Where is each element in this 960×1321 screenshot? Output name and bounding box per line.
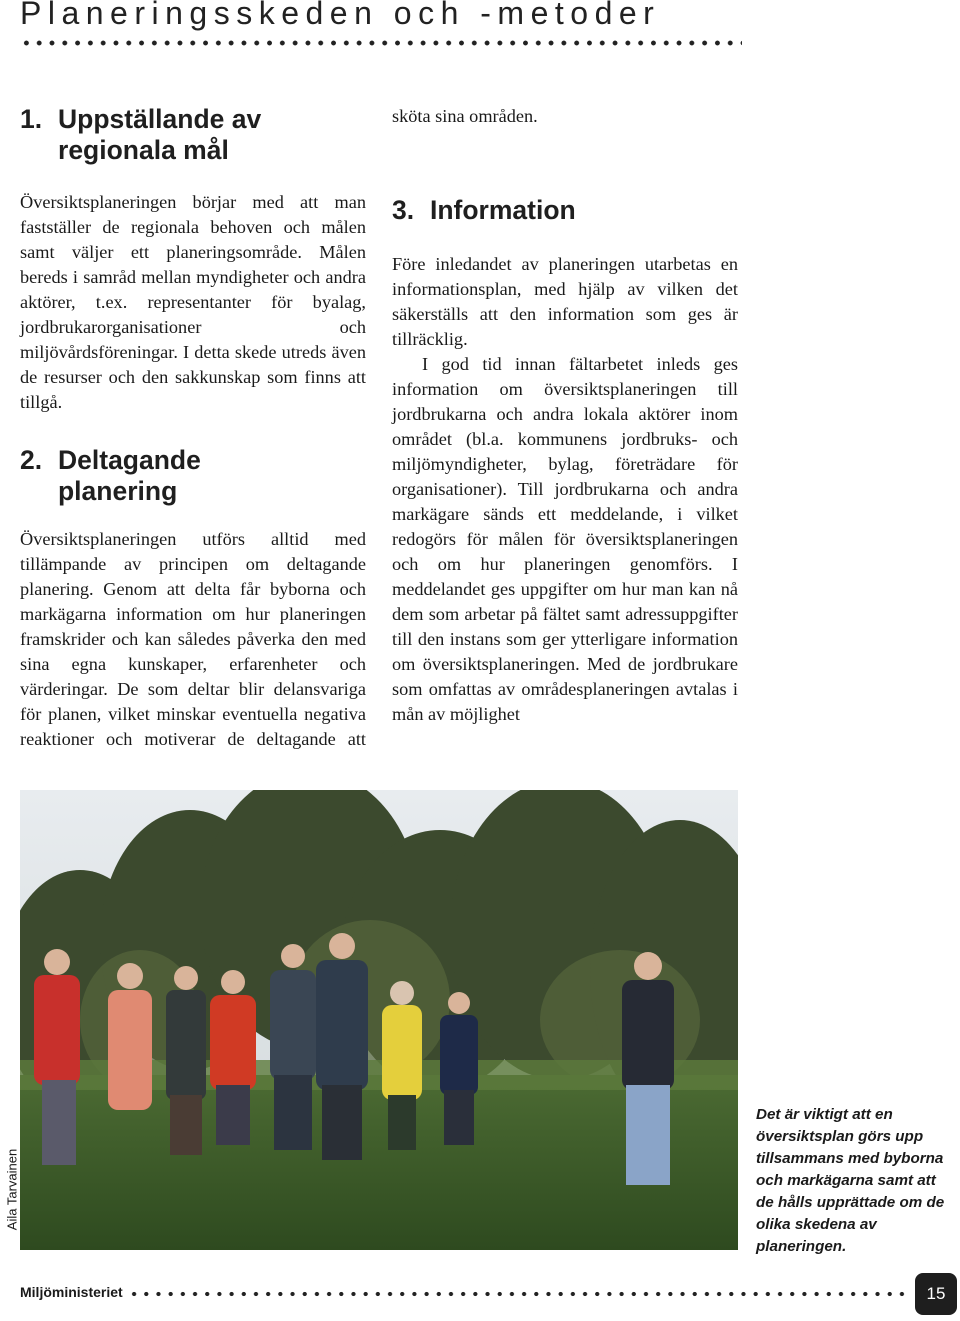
section-3-paragraph-2: I god tid innan fältarbetet inleds ges information om översiktsplaneringen till jordbrukarna och andra lokala aktörer inom området (bl.a. kommunens jordbruks- och miljömyndigheter, bylag, företrädare för organisationer). Till jordbrukarna och andra markägare sänds ett meddelande, i vilket redogörs för målen för översiktsplaneringen och om hur planeringen genomförs. I meddelandet ges uppgifter om hur man kan nå dem som arbetar på fältet samt adressuppgifter till den instans som ger ytterligare information om översiktsplaneringen. Med de jordbrukare som omfattas av områdesplaneringen avtalas i mån av möjlighet xyxy=(392,354,738,724)
left-column xyxy=(20,190,366,415)
footer-publisher: Miljöministeriet xyxy=(20,1284,123,1300)
section-2-paragraph: Översiktsplaneringen utförs alltid med tillämpande av principen om deltagande planering. Genom att delta får byborna och markägarna information om hur planeringen framskrider och kan således påverka den med sina egna kunskaper, erfarenheter och värderingar. De som deltar blir delansvariga för planen, vilket minskar eventuella negativa reaktioner och motiverar de deltagande att xyxy=(20,529,366,749)
section-1-title-line2: regionala mål xyxy=(58,135,229,165)
section-3-heading xyxy=(392,195,576,226)
section-3-number: 3. xyxy=(392,195,415,225)
section-2-number: 2. xyxy=(20,445,43,475)
section-2-text-part1 xyxy=(20,527,366,752)
section-1-paragraph: Översiktsplaneringen börjar med att man fastställer de regionala behoven och målen samt väljer ett planeringsområde. Målen bereds i samråd mellan myndigheter och andra aktörer, t.ex. representanter för byalag, jordbrukarorganisationer och miljövårdsföreningar. I detta skede utreds även de resurser och den sakkunskap som finns att tillgå. xyxy=(20,192,366,412)
photo-caption: Det är viktigt att en översiktsplan görs upp tillsammans med byborna och markägarna samt att de hålls upprättade om de olika skedena av planeringen. xyxy=(756,1106,945,1255)
section-2-title-line1: Deltagande xyxy=(58,445,201,475)
section-2-title-line2: planering xyxy=(58,476,178,506)
page-title: Planeringsskeden och -metoder xyxy=(20,0,661,31)
section-3-paragraph-1: Före inledandet av planeringen utarbetas en informationsplan, med hjälp av vilken det säkerställs att den information som ges är tillräcklig. xyxy=(392,254,738,349)
section-2-heading xyxy=(20,445,201,507)
photo-illustration xyxy=(20,790,738,1250)
section-2-text-part2 xyxy=(392,104,738,154)
section-1-number: 1. xyxy=(20,104,43,134)
section-3-text xyxy=(392,252,738,727)
section-1-title-line1: Uppställande av xyxy=(58,104,262,134)
photo-credit: Aila Tarvainen xyxy=(4,1148,20,1231)
page-number-badge: 15 xyxy=(915,1273,957,1315)
section-2-paragraph-continued: sköta sina områden. xyxy=(392,106,538,126)
section-1-heading xyxy=(20,104,261,166)
title-dotted-rule xyxy=(20,39,742,47)
footer-dotted-rule xyxy=(128,1290,908,1298)
field-meeting-photo xyxy=(20,790,738,1250)
section-3-title-line1: Information xyxy=(430,195,576,225)
